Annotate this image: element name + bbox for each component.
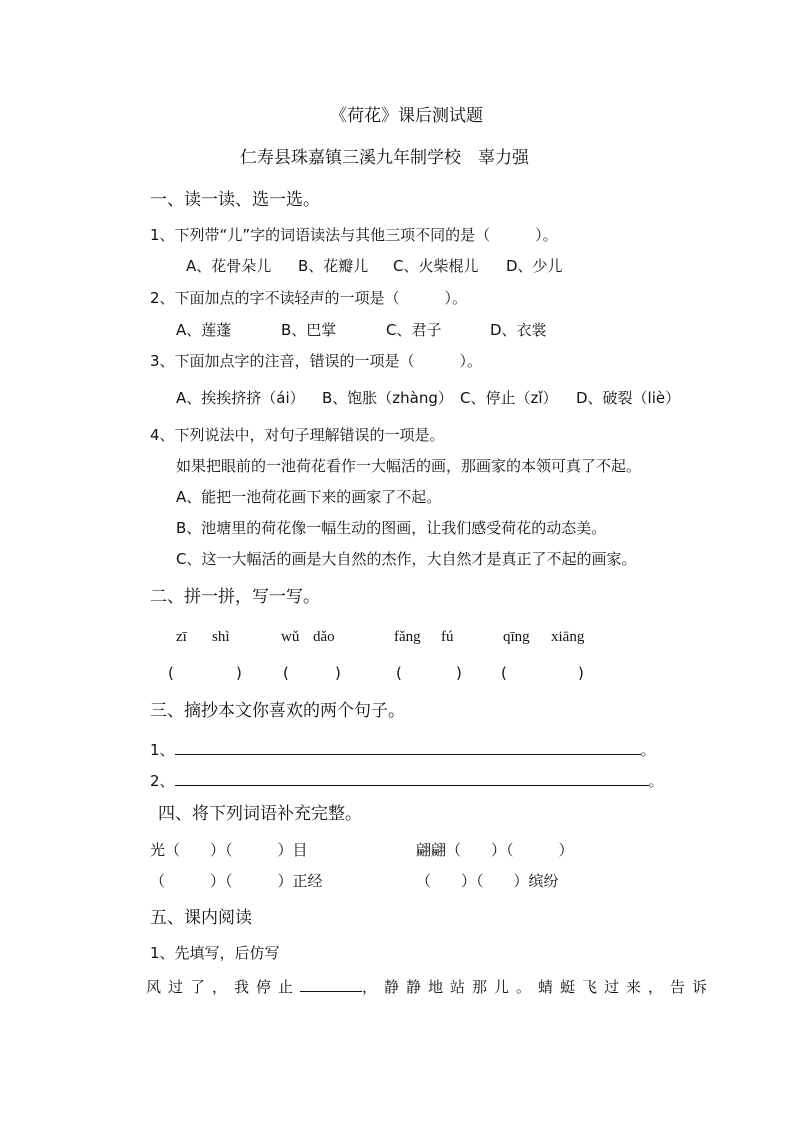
q3-option-a: A、挨挨挤挤（ái） <box>176 389 305 407</box>
q2-option-d: D、衣裳 <box>490 321 547 339</box>
word-fill-2: 翩翩（ ）（ ） <box>416 841 574 859</box>
q3-option-d: D、破裂（liè） <box>576 389 681 407</box>
sentence-line-2-blank[interactable] <box>175 771 649 786</box>
sentence-line-1-number: 1、 <box>150 741 175 759</box>
sentence-line-1-blank[interactable] <box>175 740 641 755</box>
section-2-heading: 二、拼一拼，写一写。 <box>150 587 320 607</box>
q4-option-a: A、能把一池荷花画下来的画家了不起。 <box>176 488 442 506</box>
q4-option-b: B、池塘里的荷花像一幅生动的图画，让我们感受荷花的动态美。 <box>176 519 607 537</box>
blank-3-open: ( <box>396 664 402 682</box>
pinyin-xiang: xiāng <box>551 629 585 645</box>
section-4-heading: 四、将下列词语补充完整。 <box>158 804 362 824</box>
sentence-line-1[interactable] <box>150 740 656 758</box>
blank-2-open: ( <box>283 664 289 682</box>
q3-option-b: B、饱胀（zhàng） <box>322 389 453 407</box>
section-5-heading: 五、课内阅读 <box>150 908 252 928</box>
section-3-heading: 三、摘抄本文你喜欢的两个句子。 <box>150 701 405 721</box>
page-subtitle: 仁寿县珠嘉镇三溪九年制学校 辜力强 <box>240 148 529 168</box>
q4-stem: 4、下列说法中，对句子理解错误的一项是。 <box>150 426 445 444</box>
sentence-line-1-end: 。 <box>640 741 656 759</box>
q1-stem: 1、下列带“儿”字的词语读法与其他三项不同的是（ ）。 <box>150 226 558 244</box>
sentence-line-2-number: 2、 <box>150 772 175 790</box>
reading-q1: 1、先填写，后仿写 <box>150 944 280 962</box>
reading-paragraph-part-a: 风过了，我停止 <box>146 978 301 996</box>
reading-paragraph-blank[interactable] <box>300 977 362 992</box>
q2-option-c: C、君子 <box>386 321 442 339</box>
q3-stem: 3、下面加点字的注音，错误的一项是（ ）。 <box>150 352 483 370</box>
q4-quote: 如果把眼前的一池荷花看作一大幅活的画，那画家的本领可真了不起。 <box>176 457 642 475</box>
q2-option-b: B、巴掌 <box>281 321 337 339</box>
sentence-line-2[interactable] <box>150 771 664 789</box>
q2-stem: 2、下面加点的字不读轻声的一项是（ ）。 <box>150 289 468 307</box>
blank-4-close: ) <box>578 664 584 682</box>
blank-2-close: ) <box>335 664 341 682</box>
pinyin-qing: qīng <box>503 629 530 645</box>
reading-paragraph-part-b: ，静静地站那儿。蜻蜓飞过来，告诉 <box>362 978 715 996</box>
q1-option-a: A、花骨朵儿 <box>186 257 272 275</box>
blank-1-open: ( <box>168 664 174 682</box>
pinyin-shi: shì <box>212 629 230 645</box>
q2-option-a: A、莲蓬 <box>176 321 232 339</box>
page-title: 《荷花》课后测试题 <box>330 106 483 126</box>
pinyin-dao: dǎo <box>313 629 335 645</box>
word-fill-4: （ ）（ ）缤纷 <box>416 872 559 890</box>
blank-1-close: ) <box>236 664 242 682</box>
word-fill-1: 光（ ）（ ）目 <box>150 841 308 859</box>
q3-option-c: C、停止（zǐ） <box>460 389 558 407</box>
blank-4-open: ( <box>501 664 507 682</box>
q1-option-d: D、少儿 <box>506 257 563 275</box>
q1-option-b: B、花瓣儿 <box>298 257 369 275</box>
blank-3-close: ) <box>456 664 462 682</box>
pinyin-fu: fú <box>441 629 454 645</box>
pinyin-zi: zī <box>176 629 187 645</box>
q1-option-c: C、火柴棍儿 <box>393 257 479 275</box>
word-fill-3: （ ）（ ）正经 <box>150 872 323 890</box>
section-1-heading: 一、读一读、选一选。 <box>150 190 320 210</box>
q4-option-c: C、这一大幅活的画是大自然的杰作，大自然才是真正了不起的画家。 <box>176 550 637 568</box>
reading-paragraph <box>146 977 714 995</box>
sentence-line-2-end: 。 <box>648 772 664 790</box>
pinyin-fang: fǎng <box>394 629 421 645</box>
pinyin-wu: wǔ <box>281 629 300 645</box>
